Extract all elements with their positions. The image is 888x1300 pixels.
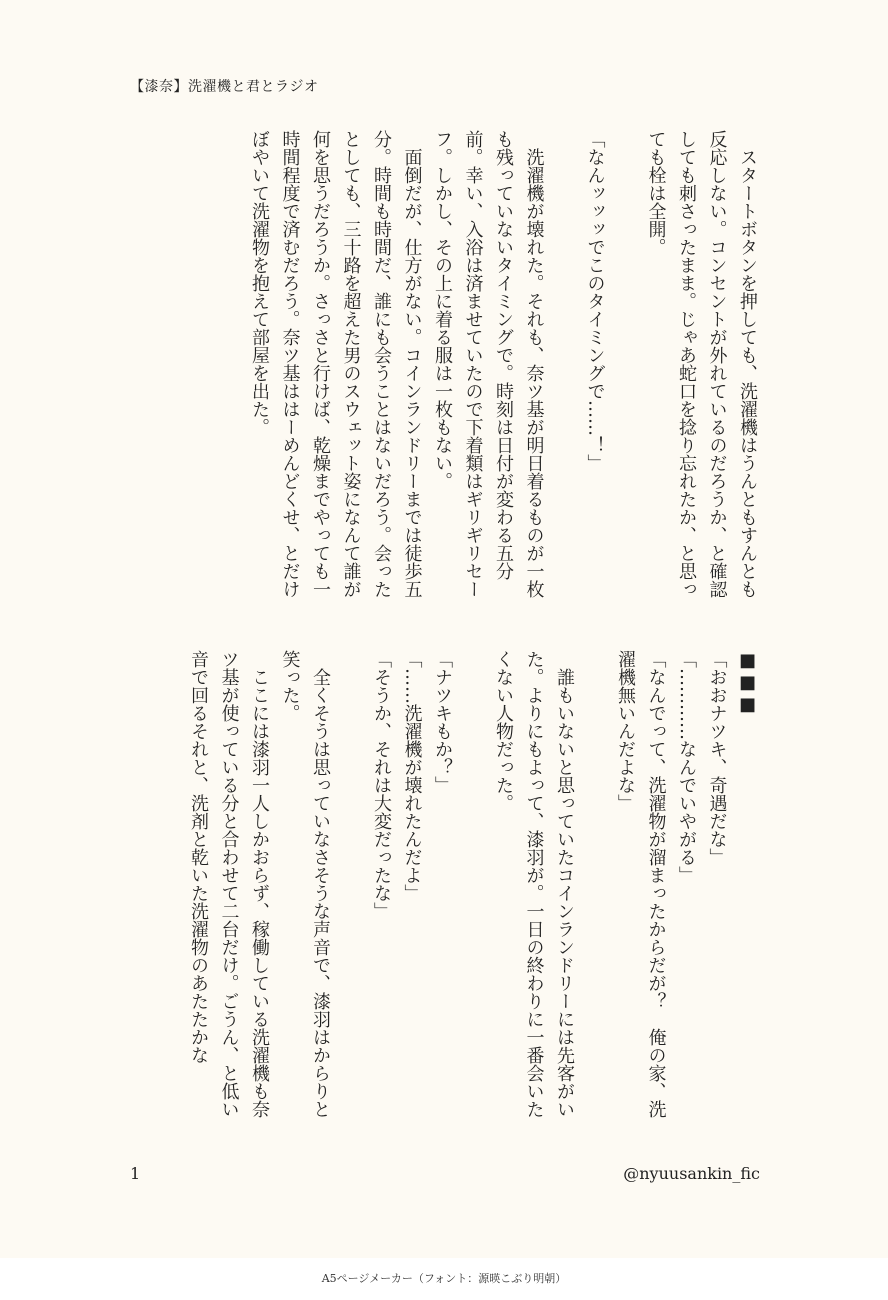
blank-line (549, 130, 580, 610)
text-block-bottom (122, 650, 762, 1130)
paragraph: 「なんッッッでこのタイミングで……！」 (584, 130, 606, 472)
blank-line (335, 650, 366, 1130)
paragraph: スタートボタンを押しても、洗濯機はうんともすんとも反応しない。コンセントが外れているのだろうか、と確認しても刺さったまま。じゃあ蛇口を捻り忘れたか、と思っても栓は全開。 (645, 130, 758, 598)
story-title: 【漆奈】洗濯機と君とラジオ (130, 79, 319, 95)
blank-line (579, 650, 610, 1130)
blank-line (610, 130, 641, 610)
author-account: @nyuusankin_fic (623, 1164, 760, 1183)
paragraph: 誰もいないと思っていたコインランドリーには先客がいた。よりにもよって、漆羽が。一日の終わりに一番会いたくない人物だった。 (493, 650, 575, 1118)
paragraph: 面倒だが、仕方がない。コインランドリーまでは徒歩五分。時間も時間だ、誰にも会うことはないだろう。会ったとしても、三十路を超えた男のスウェット姿になんて誰が何を思うだろうか。さっさと行けば、乾燥までやっても一時間程度で済むだろう。奈ツ基ははーめんどくせ、とだけぼやいて洗濯物を抱えて部屋を出た。 (249, 130, 423, 598)
paragraph: 「おおナツキ、奇遇だな」 (706, 650, 728, 866)
page-number: 1 (130, 1164, 141, 1183)
blank-line (457, 650, 488, 1130)
paragraph: 洗濯機が壊れた。それも、奈ツ基が明日着るものが一枚も残っていないタイミングで。時刻は日付が変わる五分前。幸い、入浴は済ませていたので下着類はギリギリセーフ。しかし、その上に着る服は一枚もない。 (432, 130, 545, 598)
paragraph: 「…………なんでいやがる」 (676, 650, 697, 884)
paragraph: 「……洗濯機が壊れたんだよ」 (401, 650, 423, 902)
scene-break-marker: ■■■ (737, 650, 758, 716)
paragraph: 「そうか、それは大変だったな」 (371, 650, 392, 920)
paragraph: 「ナツキもか？」 (432, 650, 453, 794)
generator-credit: A5ページメーカー（フォント：源暎こぶり明朝） (321, 1272, 567, 1285)
text-block-top (122, 130, 762, 610)
paragraph: 全くそうは思っていなさそうな声音で、漆羽はからりと笑った。 (279, 650, 331, 1118)
paragraph: 「なんでって、洗濯物が溜まったからだが？ 俺の家、洗濯機無いんだよな」 (615, 650, 667, 1118)
paragraph: ここには漆羽一人しかおらず、稼働している洗濯機も奈ツ基が使っている分と合わせて二台だけ。ごうん、と低い音で回るそれと、洗剤と乾いた洗濯物のあたたかな (188, 650, 270, 1118)
